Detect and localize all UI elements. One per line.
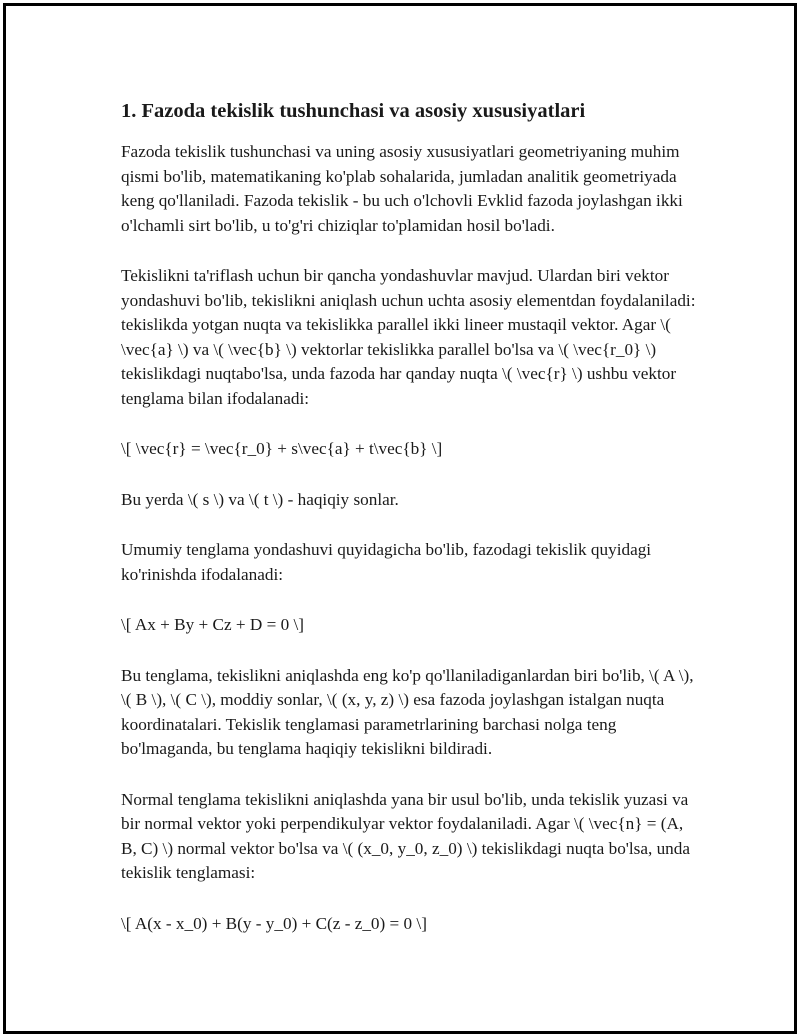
paragraph-normal-equation: Normal tenglama tekislikni aniqlashda yana bir usul bo'lib, unda tekislik yuzasi va bir normal vektor yoki perpendikulyar vektor foydalaniladi. Agar \( \vec{n} = (A, B, C) \) normal vektor bo'lsa va \( (x_0, y_0, z_0) \) tekislikdagi nuqta bo'lsa, unda tekislik tenglamasi:: [121, 789, 690, 882]
paragraph-vector-approach: Tekislikni ta'riflash uchun bir qancha yondashuvlar mavjud. Ulardan biri vektor yondashuvi bo'lib, tekislikni aniqlash uchun uchta asosiy elementdan foydalaniladi: tekislikda yotgan nuqta va tekislikka parallel ikki lineer mustaqil vektor. Agar \( \vec{a} \) va \( \vec{b} \) vektorlar tekislikka parallel bo'lsa va \( \vec{r_0} \) tekislikdagi nuqtabo'lsa, unda fazoda har qanday nuqta \( \vec{r} \) ushbu vektor tenglama bilan ifodalanadi:: [121, 266, 696, 408]
paragraph-real-numbers: Bu yerda \( s \) va \( t \) - haqiqiy sonlar.: [121, 489, 399, 509]
document-body: [121, 98, 701, 962]
formula-vector-equation: \[ \vec{r} = \vec{r_0} + s\vec{a} + t\vec{b} \]: [121, 439, 443, 458]
page-frame: [3, 3, 797, 1034]
formula-general-equation: \[ Ax + By + Cz + D = 0 \]: [121, 615, 304, 634]
paragraph-intro: Fazoda tekislik tushunchasi va uning asosiy xususiyatlari geometriyaning muhim qismi bo'lib, matematikaning ko'plab sohalarida, jumladan analitik geometriyada keng qo'llaniladi. Fazoda tekislik - bu uch o'lchovli Evklid fazoda joylashgan ikki o'lchamli sirt bo'lib, u to'g'ri chiziqlar to'plamidan hosil bo'ladi.: [121, 142, 683, 235]
formula-normal-equation: \[ A(x - x_0) + B(y - y_0) + C(z - z_0) = 0 \]: [121, 913, 427, 933]
paragraph-general-explanation: Bu tenglama, tekislikni aniqlashda eng ko'p qo'llaniladiganlardan biri bo'lib, \( A \), \( B \), \( C \), moddiy sonlar, \( (x, y, z) \) esa fazoda joylashgan istalgan nuqta koordinatalari. Tekislik tenglamasi parametrlarining barchasi nolga teng bo'lmaganda, bu tenglama haqiqiy tekislikni bildiradi.: [121, 665, 694, 758]
paragraph-general-equation: Umumiy tenglama yondashuvi quyidagicha bo'lib, fazodagi tekislik quyidagi ko'rinishda ifodalanadi:: [121, 540, 652, 584]
section-heading: 1. Fazoda tekislik tushunchasi va asosiy xususiyatlari: [121, 100, 586, 122]
